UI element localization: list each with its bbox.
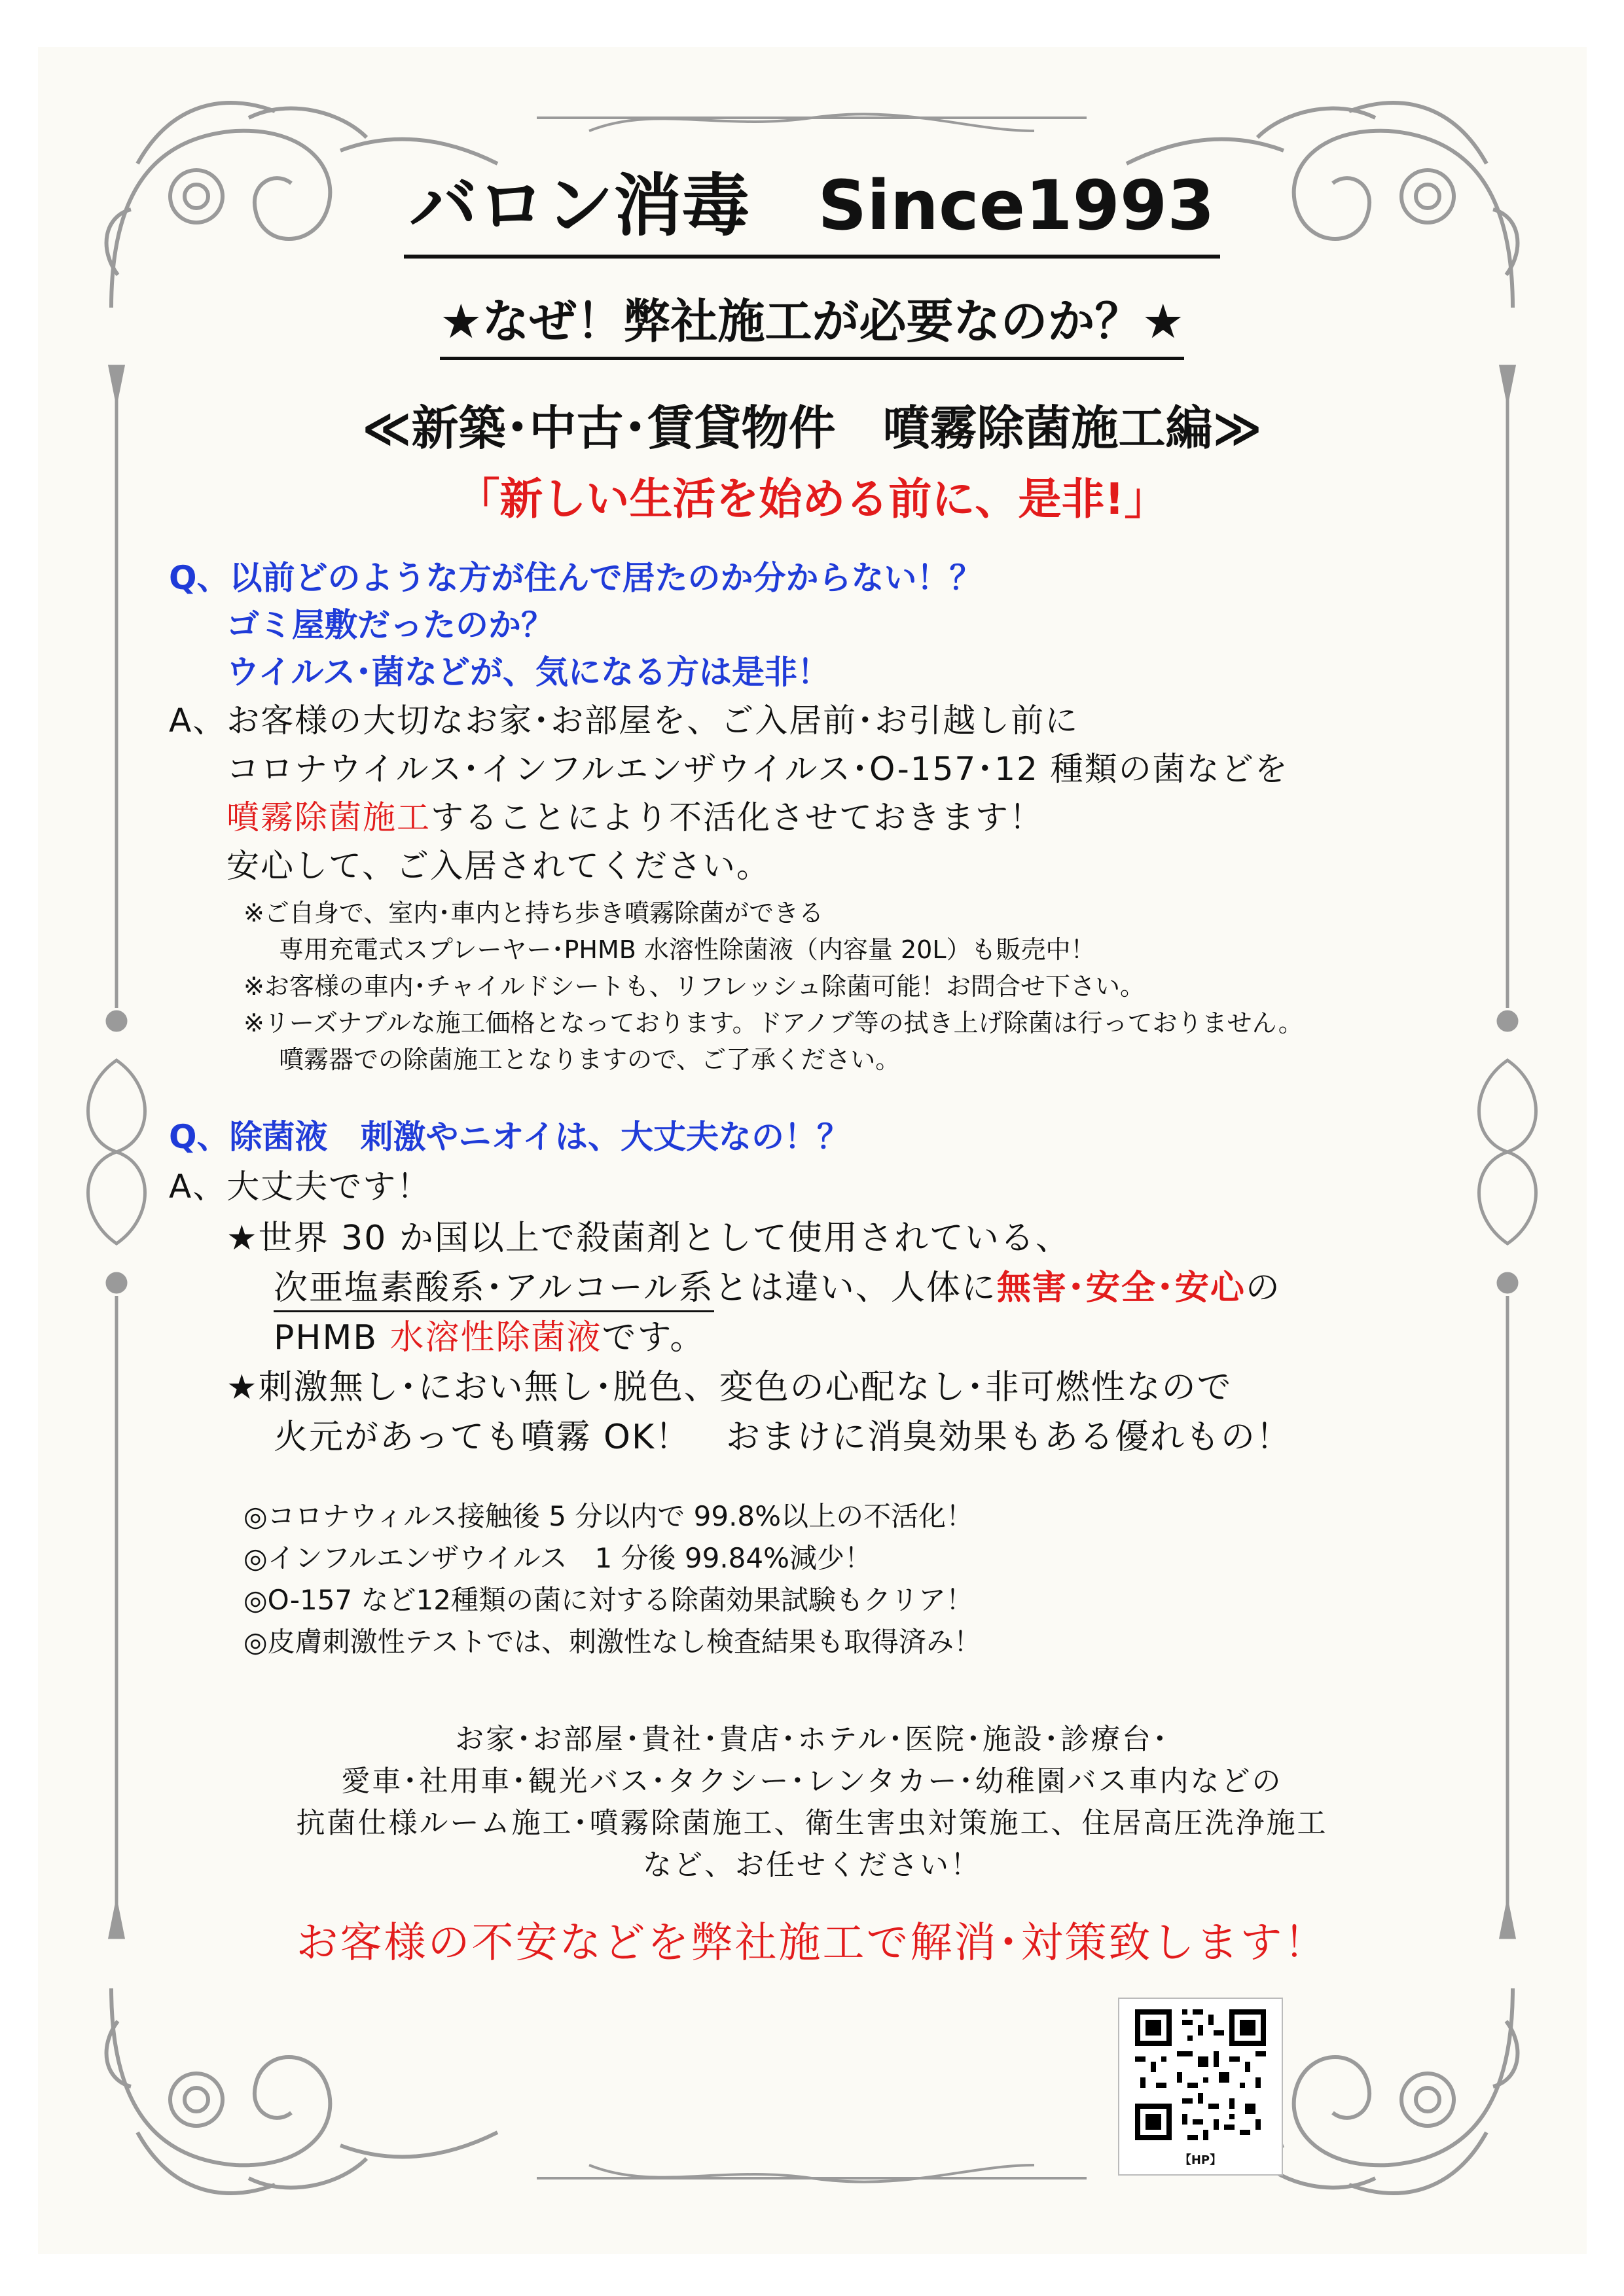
star-point-1-line-2: 次亜塩素酸系･アルコール系とは違い、人体に無害･安全･安心の (274, 1271, 1281, 1305)
qr-label: 【HP】 (1179, 2153, 1222, 2167)
star-point-1-line-1: ★世界 30 か国以上で殺菌剤として使用されている、 (226, 1219, 1071, 1258)
services-line-3: 抗菌仕様ルーム施工･噴霧除菌施工、衛生害虫対策施工、住居高圧洗浄施工 (296, 1806, 1328, 1840)
highlight-spray-service: 噴霧除菌施工 (226, 798, 431, 836)
page-title: バロン消毒 Since1993 (0, 171, 1624, 240)
qr-code-link[interactable] (1118, 1998, 1283, 2176)
fact-1: ◎コロナウィルス接触後 5 分以内で 99.8%以上の不活化！ (244, 1500, 974, 1532)
answer-1-line-4: 安心して、ご入居されてください。 (226, 847, 770, 885)
note-line-5: 噴霧器での除菌施工となりますので、ご了承ください。 (279, 1045, 901, 1074)
closing-message: お客様の不安などを弊社施工で解消･対策致します！ (296, 1919, 1328, 1967)
question-1-line-2: ゴミ屋敷だったのか？ (226, 606, 554, 644)
note-line-4: ※リーズナブルな施工価格となっております。ドアノブ等の拭き上げ除菌は行っておりません。 (244, 1009, 1303, 1037)
subtitle: ★なぜ！弊社施工が必要なのか？★ (0, 298, 1624, 345)
answer-1-line-2: コロナウイルス･インフルエンザウイルス･O-157･12 種類の菌などを (226, 750, 1289, 788)
fact-3: ◎O-157 など12種類の菌に対する除菌効果試験もクリア！ (244, 1584, 973, 1616)
fact-2: ◎インフルエンザウイルス 1 分後 99.84%減少！ (244, 1542, 873, 1574)
qr-code-icon (1119, 1999, 1282, 2151)
answer-1-line-3: 噴霧除菌施工することにより不活化させておきます！ (226, 798, 1043, 836)
corner-flourish-bottom-left-icon (107, 1988, 497, 2193)
note-line-3: ※お客様の車内･チャイルドシートも、リフレッシュ除菌可能！お問合せ下さい。 (244, 972, 1146, 1001)
services-line-2: 愛車･社用車･観光バス･タクシー･レンタカー･幼稚園バス車内などの (341, 1765, 1283, 1798)
star-point-2-line-1: ★刺激無し･におい無し･脱色、変色の心配なし･非可燃性なので (226, 1368, 1233, 1407)
services-line-4: など、お任せください！ (643, 1848, 981, 1882)
star-point-2-line-2: 火元があっても噴霧 OK！ おまけに消臭効果もある優れもの！ (274, 1418, 1292, 1457)
note-line-2: 専用充電式スプレーヤー･PHMB 水溶性除菌液（内容量 20L）も販売中！ (279, 935, 1096, 964)
highlight-harmless: 無害･安全･安心 (996, 1268, 1246, 1308)
services-line-1: お家･お部屋･貴社･貴店･ホテル･医院･施設･診療台･ (455, 1723, 1169, 1756)
catchphrase: 「新しい生活を始める前に、是非!」 (456, 474, 1168, 524)
answer-1-line-1: A、お客様の大切なお家･お部屋を、ご入居前･お引越し前に (169, 702, 1079, 740)
question-2: Q、除菌液 刺激やニオイは、大丈夫なの！？ (169, 1118, 850, 1156)
section-title: ≪新築･中古･賃貸物件 噴霧除菌施工編≫ (362, 401, 1262, 456)
fact-4: ◎皮膚刺激性テストでは、刺激性なし検査結果も取得済み！ (244, 1626, 981, 1658)
star-point-1-line-3: PHMB 水溶性除菌液です。 (274, 1318, 706, 1357)
note-line-1: ※ご自身で、室内･車内と持ち歩き噴霧除菌ができる (244, 899, 824, 927)
question-1-line-1: Q、以前どのような方が住んで居たのか分からない！？ (169, 559, 983, 597)
answer-2: A、大丈夫です！ (169, 1168, 431, 1206)
question-1-line-3: ウイルス･菌などが、気になる方は是非！ (226, 653, 830, 691)
